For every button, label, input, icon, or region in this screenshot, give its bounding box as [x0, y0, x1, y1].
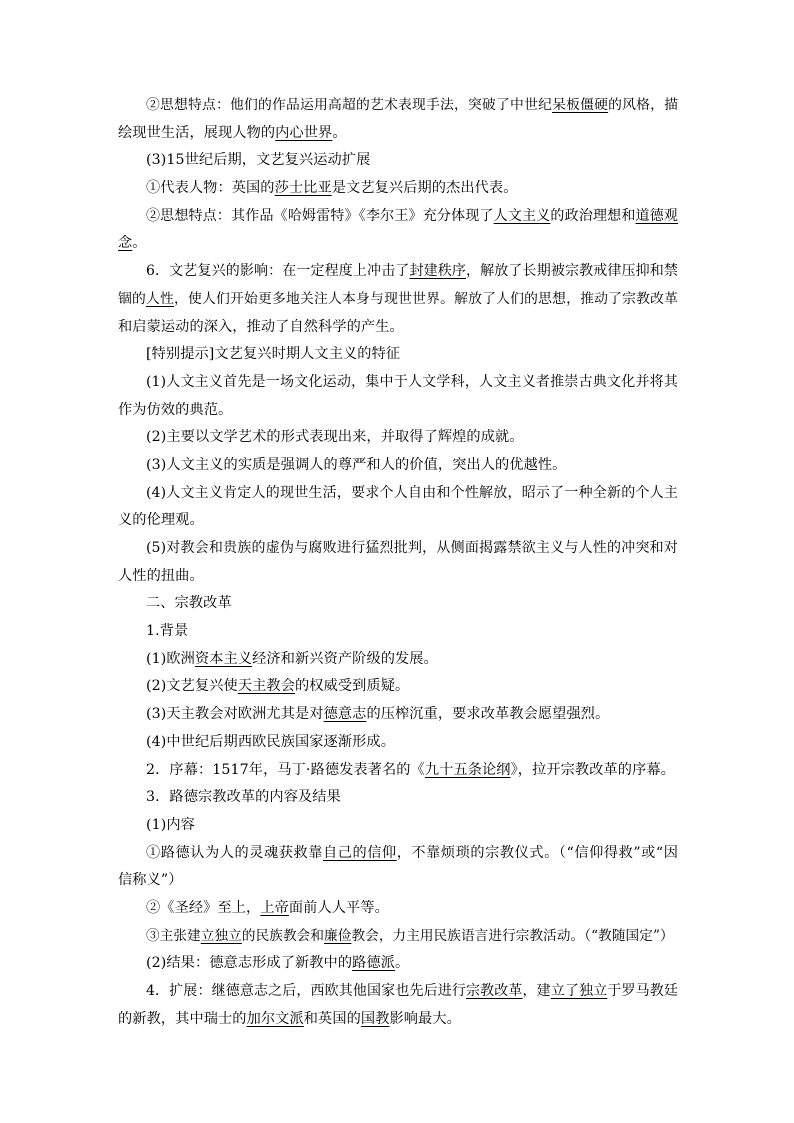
text-line	[118, 397, 678, 425]
text-line	[118, 203, 678, 231]
text-line	[118, 314, 678, 342]
text-segment: 》，拉开宗教改革的序幕。	[510, 761, 675, 778]
underlined-term: 天主教会	[237, 678, 295, 695]
text-line	[118, 424, 678, 452]
text-segment: 的权威受到质疑。	[295, 678, 410, 695]
text-segment: 的风格，描	[608, 97, 679, 113]
text-segment: 4．扩展：继德意志之后，西欧其他国家也先后进行	[146, 983, 466, 999]
text-line	[118, 784, 678, 812]
text-segment: 人性的扭曲。	[118, 567, 204, 584]
text-line-content	[118, 480, 678, 508]
underlined-term: 廉俭	[324, 927, 352, 944]
text-segment: 是文艺复兴后期的杰出代表。	[331, 180, 518, 197]
text-line-content	[146, 595, 232, 611]
text-line-content	[146, 180, 518, 196]
text-line	[118, 480, 678, 508]
text-line	[118, 92, 678, 120]
text-segment: 经济和新兴资产阶级的发展。	[252, 650, 438, 667]
text-line-content	[146, 623, 188, 639]
text-segment: (1)欧洲	[146, 650, 195, 667]
text-line-content	[146, 817, 195, 833]
text-line-content	[146, 762, 675, 778]
text-segment: (1)内容	[146, 816, 195, 833]
text-segment: 。	[395, 955, 410, 972]
underlined-term: 路德派	[352, 955, 396, 972]
text-segment: 1.背景	[146, 623, 189, 640]
text-segment: 和英国的	[303, 1010, 361, 1027]
text-segment: 的政治理想和	[550, 207, 636, 224]
underlined-term: 内心世界	[275, 124, 333, 141]
text-segment: 。	[332, 124, 347, 141]
text-segment: (4)人文主义肯定人的现世生活，要求个人自由和个性解放，昭示了一种全新的个人主	[146, 484, 678, 501]
underlined-term: 呆板僵硬	[552, 97, 609, 113]
text-segment: 二、宗教改革	[146, 595, 232, 612]
text-segment: 教会，力主用民族语言进行宗教活动。（“教随国定”）	[351, 927, 674, 944]
text-line	[118, 258, 678, 286]
underlined-term: 九十五条论纲	[424, 761, 511, 778]
text-line	[118, 895, 678, 923]
text-line	[118, 840, 678, 868]
text-segment: 的新教，其中瑞士的	[118, 1010, 247, 1027]
text-line-content	[118, 235, 147, 251]
text-line	[118, 867, 678, 895]
text-line	[118, 950, 678, 978]
underlined-term: 国教	[360, 1010, 390, 1027]
text-segment: ②思想特点：他们的作品运用高超的艺术表现手法，突破了中世纪	[146, 97, 553, 113]
text-segment: (3)15世纪后期，文艺复兴运动扩展	[146, 152, 371, 169]
text-line	[118, 452, 678, 480]
underlined-term: 资本主义	[194, 650, 253, 667]
text-line	[118, 729, 678, 757]
text-segment: 锢的	[118, 290, 147, 307]
text-segment: 2．序幕：1517年，马丁·路德发表著名的《	[146, 761, 425, 778]
text-line	[118, 535, 678, 563]
text-segment: (4)中世纪后期西欧民族国家逐渐形成。	[146, 733, 395, 750]
text-line	[118, 923, 678, 951]
underlined-term: 德意志	[323, 706, 367, 723]
underlined-term: 立了独立	[550, 983, 608, 999]
text-line-content	[146, 457, 566, 473]
text-segment: 的压榨沉重，要求改革教会愿望强烈。	[366, 706, 610, 723]
text-line	[118, 673, 678, 701]
document-body	[118, 92, 678, 1033]
text-line-content	[118, 512, 204, 528]
text-line	[118, 286, 678, 314]
underlined-term: 立独立	[200, 927, 242, 944]
text-segment: ，建	[522, 983, 551, 999]
text-segment: 作为仿效的典范。	[118, 401, 233, 418]
text-line	[118, 507, 678, 535]
text-segment: ③主张建	[146, 927, 201, 944]
text-line-content	[118, 568, 204, 584]
text-line-content	[118, 369, 678, 397]
text-line-content	[146, 152, 370, 168]
text-line	[118, 618, 678, 646]
underlined-term: 人文主义	[493, 207, 551, 224]
text-line	[118, 341, 678, 369]
text-segment: 面前人人平等。	[288, 899, 389, 916]
text-segment: ，解放了长期被宗教戒律压抑和禁	[466, 263, 678, 280]
text-segment: 。	[132, 235, 147, 252]
text-segment: 信称义”）	[118, 872, 183, 889]
text-segment: (5)对教会和贵族的虚伪与腐败进行猛烈批判，从侧面揭露禁欲主义与人性的冲突和对	[146, 540, 678, 556]
text-segment: 6．文艺复兴的影响：在一定程度上冲击了	[146, 263, 410, 280]
text-line-content	[146, 346, 400, 362]
underlined-term: 加尔文派	[246, 1010, 304, 1027]
text-line	[118, 369, 678, 397]
text-segment: [特别提示]文艺复兴时期人文主义的特征	[146, 346, 401, 363]
text-segment: (1)人文主义首先是一场文化运动，集中于人文学科，人文主义者推崇古典文化并将其	[146, 373, 678, 390]
text-line	[118, 590, 678, 618]
text-line-content	[146, 651, 438, 667]
text-segment: (3)人文主义的实质是强调人的尊严和人的价值，突出人的优越性。	[146, 456, 567, 473]
text-line	[118, 230, 678, 258]
text-line-content	[118, 1011, 461, 1027]
text-segment: (2)主要以文学艺术的形式表现出来，并取得了辉煌的成就。	[146, 429, 524, 446]
underlined-term: 念	[118, 235, 133, 252]
text-segment: 的民族教会和	[241, 927, 325, 944]
text-segment: ②思想特点：其作品《哈姆雷特》《李尔王》充分体现了	[146, 207, 494, 224]
text-line	[118, 757, 678, 785]
text-line-content	[118, 402, 232, 418]
underlined-term: 自己的信仰	[322, 844, 397, 861]
text-line-content	[118, 92, 678, 120]
text-segment: 义的伦理观。	[118, 512, 204, 529]
underlined-term: 宗教改革	[466, 983, 523, 999]
text-line-content	[146, 900, 389, 916]
text-line-content	[118, 319, 404, 335]
text-segment: (2)文艺复兴使	[146, 678, 238, 695]
text-line-content	[146, 678, 409, 694]
text-segment: (3)天主教会对欧洲尤其是对	[146, 706, 324, 723]
text-segment: 绘现世生活，展现人物的	[118, 124, 276, 141]
text-line-content	[118, 125, 347, 141]
text-line-content	[146, 955, 409, 971]
text-line-content	[118, 872, 183, 888]
text-line-content	[146, 706, 609, 722]
text-segment: ，使人们开始更多地关注人本身与现世世界。解放了人们的思想，推动了宗教改革	[174, 290, 679, 307]
text-line-content	[118, 286, 678, 314]
text-line	[118, 701, 678, 729]
text-line-content	[118, 258, 678, 286]
text-segment: (2)结果：德意志形成了新教中的	[146, 955, 353, 972]
underlined-term: 道德观	[635, 207, 679, 224]
text-line-content	[118, 978, 678, 1006]
text-line	[118, 120, 678, 148]
text-line-content	[118, 535, 678, 563]
text-line	[118, 147, 678, 175]
text-line	[118, 175, 678, 203]
text-segment: ①代表人物：英国的	[146, 180, 275, 197]
text-line	[118, 646, 678, 674]
text-segment: ，不靠烦琐的宗教仪式。（“信仰得救”或“因	[396, 844, 678, 861]
text-line	[118, 812, 678, 840]
text-line-content	[118, 840, 678, 868]
text-line-content	[118, 203, 678, 231]
underlined-term: 上帝	[260, 899, 289, 916]
text-line	[118, 1006, 678, 1034]
text-line	[118, 563, 678, 591]
text-line-content	[146, 429, 524, 445]
text-line-content	[146, 789, 341, 805]
underlined-term: 人性	[146, 290, 175, 307]
text-line-content	[146, 928, 674, 944]
text-line-content	[146, 734, 395, 750]
underlined-term: 封建秩序	[409, 263, 467, 280]
text-segment: ②《圣经》至上，	[146, 899, 261, 916]
text-line	[118, 978, 678, 1006]
text-segment: 影响最大。	[389, 1010, 461, 1027]
text-segment: 3．路德宗教改革的内容及结果	[146, 789, 341, 806]
text-segment: ①路德认为人的灵魂获救靠	[146, 844, 323, 861]
text-segment: 于罗马教廷	[607, 983, 679, 999]
text-segment: 和启蒙运动的深入，推动了自然科学的产生。	[118, 318, 404, 335]
underlined-term: 莎士比亚	[274, 180, 332, 197]
